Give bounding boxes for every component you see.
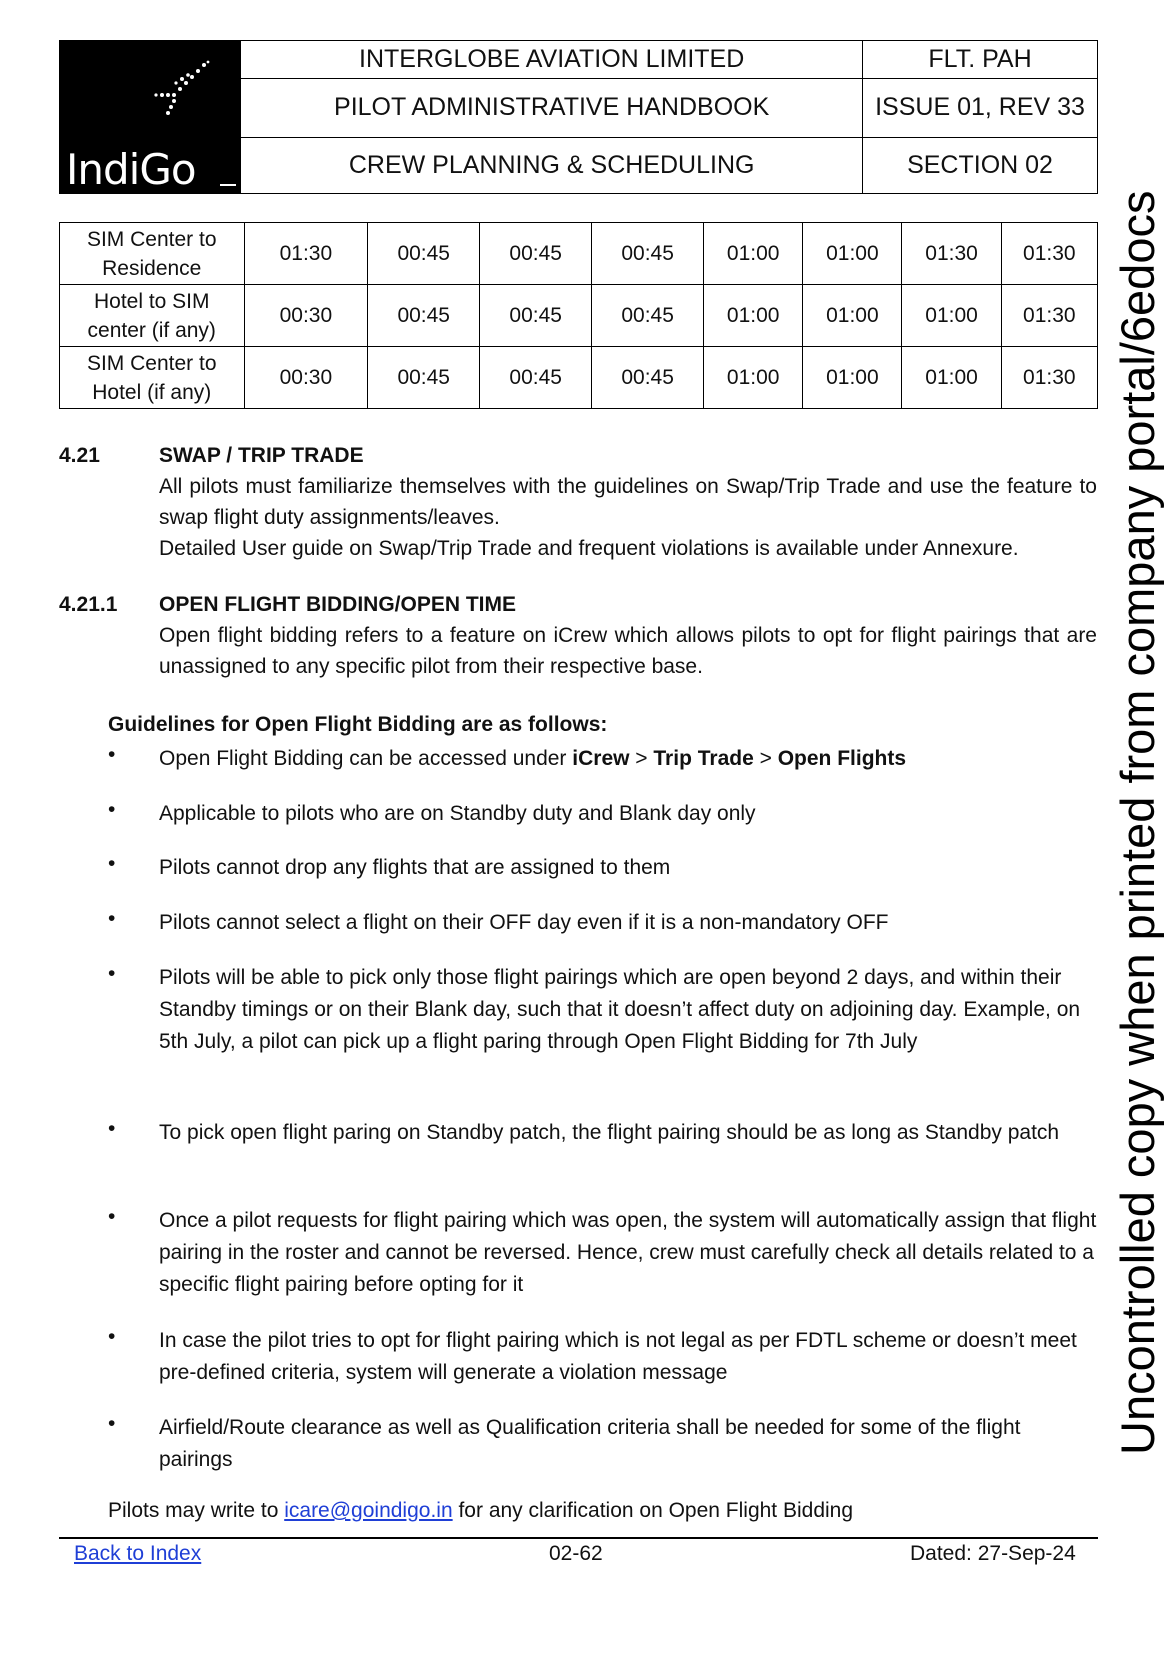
table-cell: 00:45	[480, 285, 592, 347]
table-cell: 01:00	[803, 285, 902, 347]
handbook-title: PILOT ADMINISTRATIVE HANDBOOK	[241, 79, 863, 137]
list-item: Pilots cannot drop any flights that are assigned to them	[159, 856, 671, 879]
contact-line	[108, 1499, 853, 1523]
row-label-line: Residence	[102, 256, 202, 280]
row-label	[60, 223, 245, 285]
table-cell: 01:00	[803, 347, 902, 409]
list-item	[159, 743, 1099, 775]
logo-cell	[60, 41, 241, 194]
table-cell: 00:30	[244, 347, 368, 409]
table-cell: 01:00	[704, 223, 803, 285]
table-cell: 00:45	[480, 347, 592, 409]
table-cell: 01:30	[244, 223, 368, 285]
back-to-index-link[interactable]: Back to Index	[74, 1542, 202, 1565]
table-cell: 00:45	[592, 223, 704, 285]
table-cell: 00:45	[592, 285, 704, 347]
logo-wordmark: IndiGo	[66, 145, 196, 194]
list-item: Once a pilot requests for flight pairing which was open, the system will automatically assign that flight pairing in the roster and cannot be reversed. Hence, crew must carefully check all details related to a specific flight pairing before opting for it	[159, 1209, 1097, 1296]
table-row	[60, 223, 1098, 285]
chapter-title: CREW PLANNING & SCHEDULING	[241, 137, 863, 193]
table-cell: 00:45	[368, 347, 480, 409]
contact-suffix: for any clarification on Open Flight Bidding	[452, 1499, 854, 1522]
table-row	[60, 347, 1098, 409]
bullet-prefix: Open Flight Bidding can be accessed under	[159, 747, 573, 770]
table-cell: 01:30	[1001, 285, 1097, 347]
table-cell: 00:45	[368, 223, 480, 285]
table-cell: 01:00	[902, 347, 1001, 409]
doc-code: FLT. PAH	[863, 41, 1098, 79]
icrew-label: iCrew	[572, 747, 630, 770]
document-header	[59, 40, 1098, 194]
section-title-421: SWAP / TRIP TRADE	[159, 444, 364, 467]
table-cell: 01:00	[902, 285, 1001, 347]
section-4211-para: Open flight bidding refers to a feature on iCrew which allows pilots to opt for flight pairings that are unassigned to any specific pilot from their respective base.	[159, 624, 1097, 678]
list-item: In case the pilot tries to opt for flight pairing which is not legal as per FDTL scheme or doesn’t meet pre-defined criteria, system will generate a violation message	[159, 1329, 1077, 1384]
table-cell: 00:45	[592, 347, 704, 409]
list-item: To pick open flight paring on Standby patch, the flight pairing should be as long as Standby patch	[159, 1121, 1060, 1144]
footer-divider	[59, 1537, 1098, 1539]
uncontrolled-copy-watermark: Uncontrolled copy when printed from company portal/6edocs	[1111, 190, 1164, 1455]
bullet-icon: •	[108, 852, 116, 875]
row-label	[60, 347, 245, 409]
table-cell: 01:30	[1001, 347, 1097, 409]
row-label-line: center (if any)	[87, 318, 216, 342]
table-cell: 01:00	[803, 223, 902, 285]
bullet-icon: •	[108, 907, 116, 930]
list-item: Airfield/Route clearance as well as Qualification criteria shall be needed for some of the flight pairings	[159, 1416, 1021, 1471]
email-link[interactable]: icare@goindigo.in	[284, 1499, 453, 1522]
contact-prefix: Pilots may write to	[108, 1499, 285, 1522]
table-cell: 01:30	[1001, 223, 1097, 285]
guidelines-title: Guidelines for Open Flight Bidding are as follows:	[108, 713, 608, 736]
list-item: Pilots cannot select a flight on their OFF day even if it is a non-mandatory OFF	[159, 911, 889, 934]
logo-underline	[220, 184, 236, 186]
table-cell: 00:30	[244, 285, 368, 347]
page-number: 02-62	[549, 1542, 603, 1565]
list-item: Pilots will be able to pick only those flight pairings which are open beyond 2 days, and within their Standby timings or on their Blank day, such that it doesn’t affect duty on adjoining day. Example, on 5th July, a pilot can pick up a flight paring through Open Flight Bidding for 7th July	[159, 966, 1081, 1053]
table-cell: 00:45	[480, 223, 592, 285]
section-421-para1: All pilots must familiarize themselves with the guidelines on Swap/Trip Trade and use the feature to swap flight duty assignments/leaves.	[159, 475, 1097, 529]
table-cell: 01:00	[704, 285, 803, 347]
row-label-line: Hotel to SIM	[93, 289, 210, 313]
bullet-icon: •	[108, 1117, 116, 1140]
path-separator: >	[753, 747, 778, 770]
table-row	[60, 285, 1098, 347]
footer-date: Dated: 27-Sep-24	[910, 1542, 1076, 1565]
bullet-icon: •	[108, 1412, 116, 1435]
table-cell: 01:00	[704, 347, 803, 409]
indigo-logo	[60, 41, 238, 193]
section-title-4211: OPEN FLIGHT BIDDING/OPEN TIME	[159, 593, 517, 616]
transfer-times-table	[59, 222, 1098, 409]
section-number-4211: 4.21.1	[59, 593, 118, 616]
company-name: INTERGLOBE AVIATION LIMITED	[241, 41, 863, 79]
table-cell: 01:30	[902, 223, 1001, 285]
plane-icon	[152, 59, 212, 119]
section-number-421: 4.21	[59, 444, 100, 467]
row-label-line: Hotel (if any)	[92, 380, 212, 404]
row-label	[60, 285, 245, 347]
trip-trade-label: Trip Trade	[653, 747, 754, 770]
section-number: SECTION 02	[863, 137, 1098, 193]
issue-rev: ISSUE 01, REV 33	[863, 79, 1098, 137]
bullet-icon: •	[108, 743, 116, 766]
bullet-icon: •	[108, 1205, 116, 1228]
path-separator: >	[629, 747, 654, 770]
row-label-line: SIM Center to	[86, 351, 217, 375]
open-flights-label: Open Flights	[777, 747, 907, 770]
row-label-line: SIM Center to	[86, 227, 217, 251]
bullet-icon: •	[108, 798, 116, 821]
bullet-icon: •	[108, 962, 116, 985]
section-421-para2: Detailed User guide on Swap/Trip Trade and frequent violations is available under Annexure.	[159, 537, 1019, 560]
bullet-icon: •	[108, 1325, 116, 1348]
list-item: Applicable to pilots who are on Standby duty and Blank day only	[159, 802, 756, 825]
table-cell: 00:45	[368, 285, 480, 347]
